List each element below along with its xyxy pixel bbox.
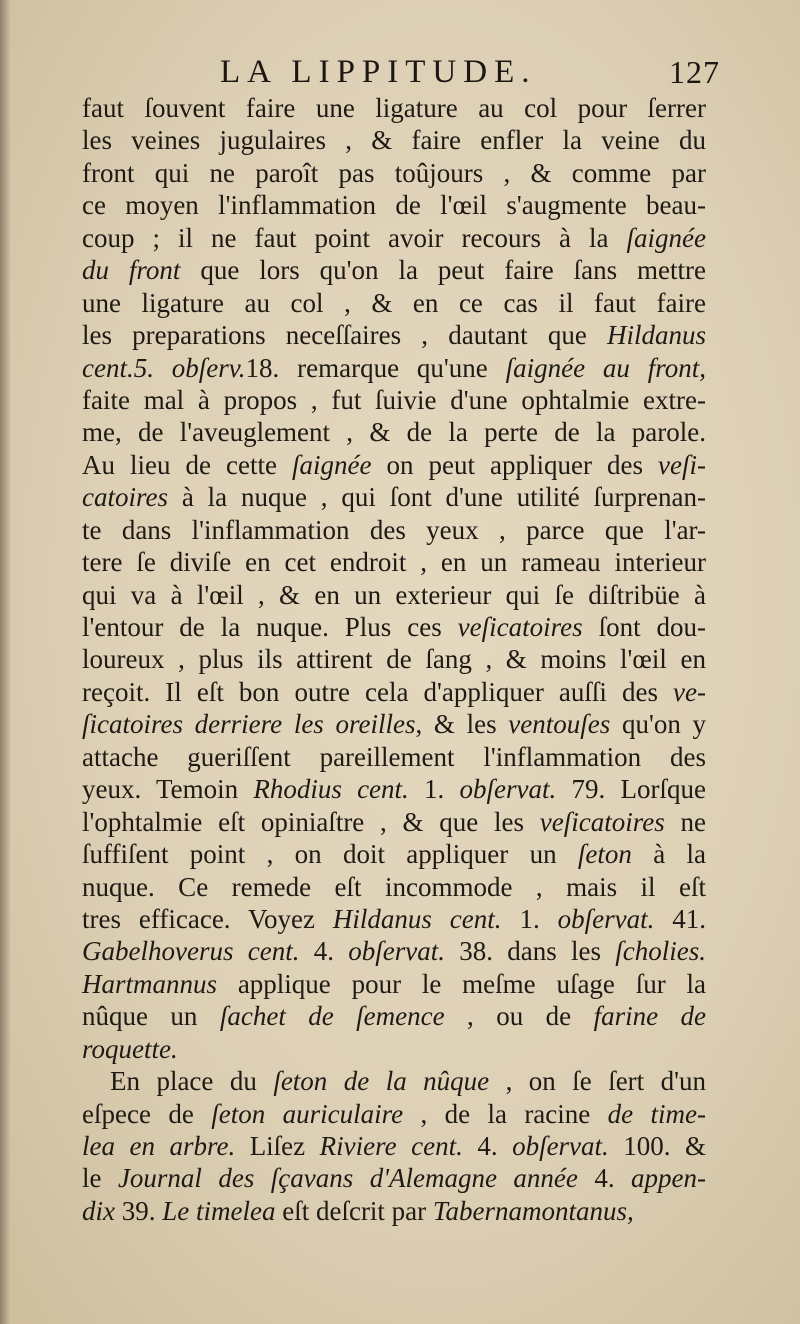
text-line: tres efficace. Voyez Hildanus cent. 1. obſervat. 41. (82, 903, 706, 934)
italic-text: obſervat. (459, 774, 557, 805)
text-line: le Journal des ſçavans d'Alemagne année 4. appen- (82, 1163, 706, 1194)
text-line: ce moyen l'inflammation de l'œil s'augmente beau- (82, 190, 706, 221)
text-line: faite mal à propos , fut ſuivie d'une ophtalmie extre- (82, 384, 706, 415)
italic-text: ſaignée au front, (505, 352, 706, 383)
text-line: loureux , plus ils attirent de ſang , & moins l'œil en (82, 644, 706, 675)
text-line: ſicatoires derriere les oreilles, & les ventouſes qu'on y (82, 709, 706, 740)
italic-text: farine de (593, 1001, 706, 1032)
italic-text: ſeton de la nûque (273, 1066, 490, 1097)
italic-text: Rhodius cent. (253, 774, 409, 805)
text-line: En place du ſeton de la nûque , on ſe ſert d'un (110, 1066, 706, 1097)
italic-text: ventouſes (508, 709, 611, 740)
page-number: 127 (669, 54, 720, 90)
italic-text: Journal des ſçavans d'Alemagne année (117, 1163, 578, 1194)
running-head (220, 54, 720, 94)
page-gutter-shadow (0, 0, 10, 1324)
text-line: yeux. Temoin Rhodius cent. 1. obſervat. 79. Lorſque (82, 774, 706, 805)
italic-text: Riviere cent. (319, 1131, 463, 1161)
text-line: Hartmannus applique pour le meſme uſage ſur la (82, 968, 706, 999)
text-line: les preparations neceſſaires , dautant que Hildanus (82, 320, 706, 351)
text-line: une ligature au col , & en ce cas il faut faire (82, 287, 706, 318)
text-line: Au lieu de cette ſaignée on peut appliquer des veſi- (82, 449, 706, 480)
italic-text: dix (82, 1195, 115, 1226)
text-line: les veines jugulaires , & faire enfler la veine du (82, 125, 706, 156)
italic-text: Gabelhoverus cent. (82, 936, 300, 967)
italic-text: obſervat. (557, 903, 655, 934)
italic-text: obſervat. (348, 936, 445, 967)
italic-text: de time- (607, 1098, 706, 1129)
italic-text: veſicatoires (539, 806, 665, 837)
text-line: te dans l'inflammation des yeux , parce que l'ar- (82, 514, 706, 545)
text-line: me, de l'aveuglement , & de la perte de la parole. (82, 417, 706, 448)
italic-text: ſeton auriculaire (211, 1098, 404, 1129)
italic-text: Hildanus (606, 320, 706, 351)
italic-text: obſervat. (512, 1131, 609, 1161)
text-line: lea en arbre. Liſez Riviere cent. 4. obſervat. 100. & (82, 1131, 706, 1161)
italic-text: ſaignée (292, 449, 372, 480)
italic-text: ſicatoires derriere les oreilles (82, 709, 416, 740)
text-line: l'entour de la nuque. Plus ces veſicatoires ſont dou- (82, 612, 706, 642)
italic-text: Hildanus cent. (332, 903, 502, 934)
text-line: tere ſe diviſe en cet endroit , en un rameau interieur (82, 547, 706, 578)
text-line: nûque un ſachet de ſemence , ou de farine de (82, 1001, 706, 1032)
italic-text: Le timelea (162, 1195, 276, 1226)
italic-text: roquette. (82, 1033, 178, 1064)
italic-text: catoires (82, 482, 168, 513)
text-line: Gabelhoverus cent. 4. obſervat. 38. dans les ſcholies. (82, 936, 706, 967)
text-line: cent.5. obſerv.18. remarque qu'une ſaignée au front, (82, 352, 706, 383)
italic-text: ſcholies. (615, 936, 706, 967)
text-line: ſuffiſent point , on doit appliquer un ſeton à la (82, 839, 706, 870)
text-line: dix 39. Le timelea eſt deſcrit par Tabernamontanus, (82, 1195, 634, 1226)
italic-text: ſeton (577, 839, 632, 870)
text-line: reçoit. Il eſt bon outre cela d'appliquer auſſi des ve- (82, 676, 706, 707)
italic-text: du front (82, 255, 181, 286)
italic-text: Hartmannus (82, 968, 218, 999)
text-line: coup ; il ne faut point avoir recours à la ſaignée (82, 222, 706, 253)
text-line: nuque. Ce remede eſt incommode , mais il eſt (82, 871, 706, 902)
italic-text: Tabernamontanus, (432, 1195, 634, 1226)
running-title: LA LIPPITUDE. (220, 54, 537, 90)
italic-text: cent.5. obſerv. (82, 352, 246, 383)
text-line: l'ophtalmie eſt opiniaſtre , & que les veſicatoires ne (82, 806, 706, 837)
text-line: front qui ne paroît pas toûjours , & comme par (82, 157, 706, 188)
italic-text: appen- (631, 1163, 706, 1194)
italic-text: lea en arbre. (82, 1131, 236, 1161)
body-text (82, 92, 706, 1227)
italic-text: ſachet de ſemence (219, 1001, 445, 1032)
italic-text: veſicatoires (457, 612, 583, 642)
text-line: catoires à la nuque , qui ſont d'une utilité ſurprenan- (82, 482, 706, 513)
text-line: qui va à l'œil , & en un exterieur qui ſe diſtribüe à (82, 579, 706, 610)
text-line: faut ſouvent faire une ligature au col pour ſerrer (82, 93, 706, 123)
text-line: du front que lors qu'on la peut faire ſans mettre (82, 255, 706, 286)
italic-text: ſaignée (626, 222, 706, 253)
text-line: eſpece de ſeton auriculaire , de la racine de time- (82, 1098, 706, 1129)
italic-text: veſi- (658, 449, 706, 480)
italic-text: ve- (673, 676, 706, 707)
text-line: attache gueriſſent pareillement l'inflammation des (82, 741, 706, 772)
text-line (82, 1033, 706, 1065)
